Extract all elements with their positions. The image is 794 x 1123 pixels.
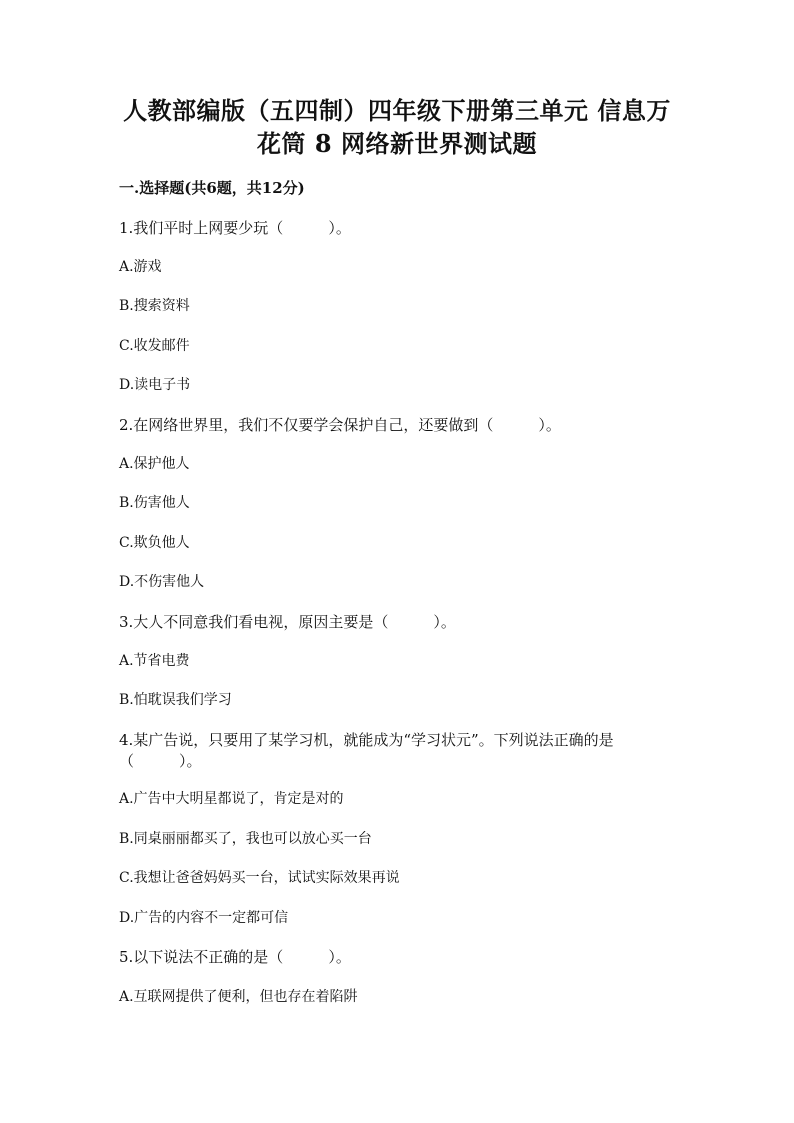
answer-option: D.广告的内容不一定都可信 <box>119 910 289 926</box>
question-stem-continuation: （ ）。 <box>119 752 202 770</box>
answer-option: B.怕耽误我们学习 <box>119 692 232 708</box>
answer-option: C.我想让爸爸妈妈买一台，试试实际效果再说 <box>119 870 400 886</box>
answer-option: D.读电子书 <box>119 377 191 393</box>
answer-option: B.伤害他人 <box>119 495 190 511</box>
answer-option: D.不伤害他人 <box>119 574 205 590</box>
answer-option: B.搜索资料 <box>119 298 190 314</box>
question-stem: 5.以下说法不正确的是（ ）。 <box>119 948 351 966</box>
answer-option: A.保护他人 <box>119 456 190 472</box>
question-stem: 1.我们平时上网要少玩（ ）。 <box>119 219 351 237</box>
question-stem: 4.某广告说，只要用了某学习机，就能成为“学习状元”。下列说法正确的是 <box>119 731 614 749</box>
page-title-line-1: 人教部编版（五四制）四年级下册第三单元 信息万 <box>123 96 671 125</box>
answer-option: B.同桌丽丽都买了，我也可以放心买一台 <box>119 831 372 847</box>
answer-option: A.广告中大明星都说了，肯定是对的 <box>119 791 344 807</box>
answer-option: A.互联网提供了便利，但也存在着陷阱 <box>119 989 358 1005</box>
question-stem: 3.大人不同意我们看电视，原因主要是（ ）。 <box>119 613 456 631</box>
answer-option: C.欺负他人 <box>119 535 190 551</box>
section-heading: 一.选择题(共6题，共12分) <box>119 179 305 197</box>
page-title-line-2: 花筒 8 网络新世界测试题 <box>257 129 537 158</box>
answer-option: C.收发邮件 <box>119 338 190 354</box>
answer-option: A.节省电费 <box>119 653 190 669</box>
question-stem: 2.在网络世界里，我们不仅要学会保护自己，还要做到（ ）。 <box>119 416 561 434</box>
answer-option: A.游戏 <box>119 259 162 275</box>
